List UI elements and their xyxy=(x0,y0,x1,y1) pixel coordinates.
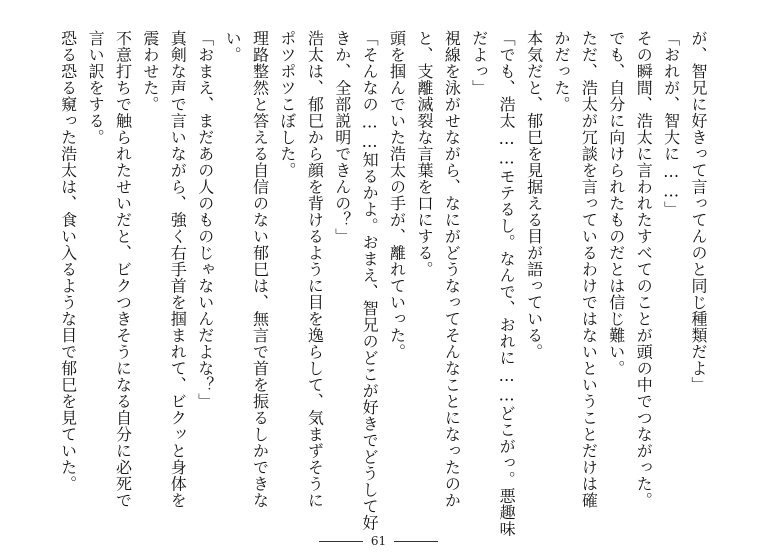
text-line: 真剣な声で言いながら、強く右手首を掴まれて、ビクッと身体を xyxy=(168,30,188,509)
page-footer xyxy=(0,532,757,550)
text-line: でも、自分に向けられたものだとは信じ難い。 xyxy=(606,30,626,377)
text-line: 震わせた。 xyxy=(140,30,160,113)
vertical-body-text xyxy=(58,30,712,537)
text-line: その瞬間、浩太に言われたすべてのことが頭の中でつながった。 xyxy=(634,30,654,509)
footer-rule-right xyxy=(394,541,438,542)
text-line: だよっ」 xyxy=(469,30,489,96)
text-line: かだった。 xyxy=(551,30,571,113)
page-number: 61 xyxy=(370,534,387,548)
text-line: が、智兄に好きって言ってんのと同じ種類だよ」 xyxy=(689,30,708,393)
text-line: 「おまえ、まだあの人のものじゃないんだよな？」 xyxy=(195,30,215,410)
text-line: ただ、浩太が冗談を言っているわけではないということだけは確 xyxy=(579,30,599,509)
text-line: 「おれが、智大に……」 xyxy=(661,30,681,218)
text-line: きか、全部説明できんの？」 xyxy=(332,30,352,245)
text-line: 不意打ちで触られたせいだと、ビクつきそうになる自分に必死で xyxy=(113,30,133,509)
footer-rule-left xyxy=(319,541,363,542)
text-line: 視線を泳がせながら、なにがどうなってそんなことになったのか xyxy=(442,30,462,509)
text-line: い。 xyxy=(223,30,243,63)
text-line: 理路整然と答える自信のない郁巳は、無言で首を振るしかできな xyxy=(250,30,270,509)
text-line: 恐る恐る窺った浩太は、食い入るような目で郁巳を見ていた。 xyxy=(58,30,78,492)
text-line: と、支離滅裂な言葉を口にする。 xyxy=(414,30,434,278)
text-line: ポツポツこぼした。 xyxy=(277,30,297,179)
text-line: 「でも、浩太……モテるし。なんで、おれに……どこがっ。悪趣味 xyxy=(497,30,517,537)
text-line: 頭を掴んでいた浩太の手が、離れていった。 xyxy=(387,30,407,360)
text-line: 「そんなの……知るかよ。おまえ、智兄のどこが好きでどうして好 xyxy=(360,30,380,531)
text-line: 言い訳をする。 xyxy=(86,30,106,146)
text-line: 浩太は、郁巳から顔を背けるように目を逸らして、気まずそうに xyxy=(305,30,325,509)
text-line: 本気だと、郁巳を見据える目が語っている。 xyxy=(524,30,544,360)
